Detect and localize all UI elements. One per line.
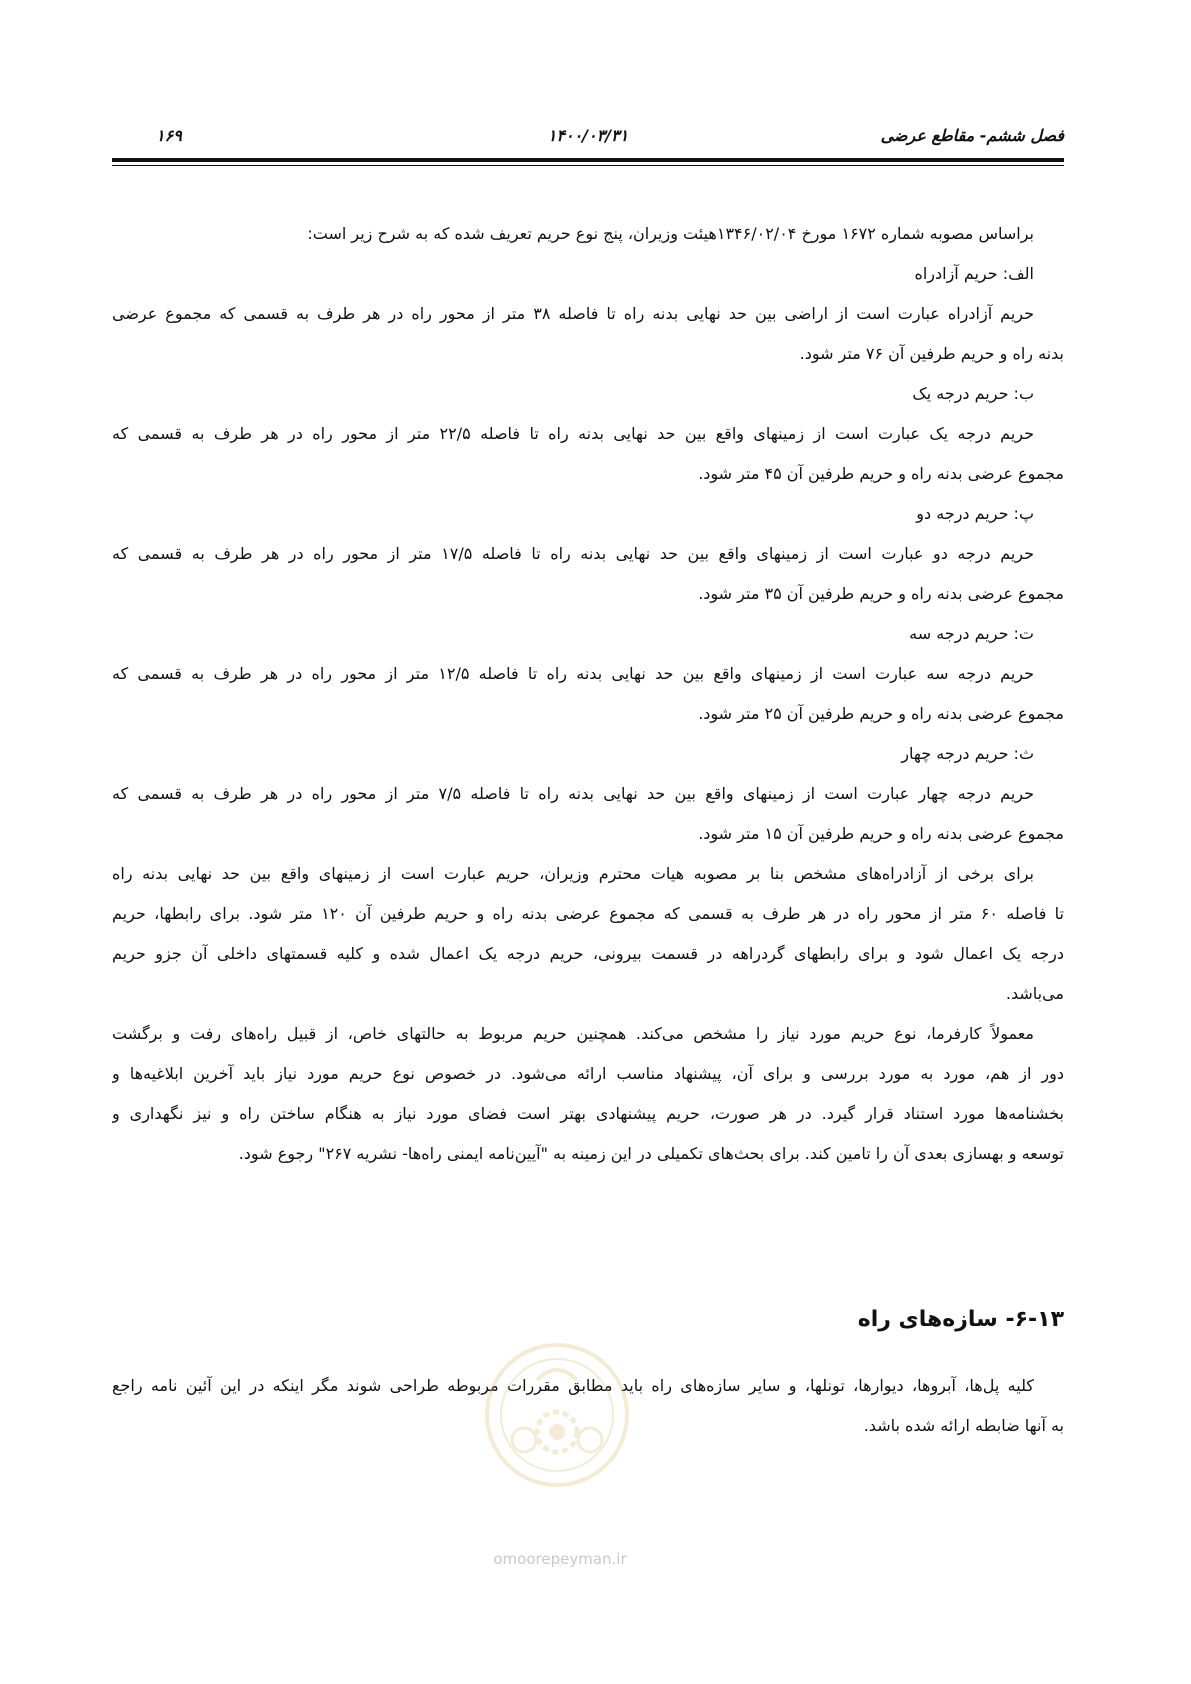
text-line: حریم درجه چهار عبارت است از زمینهای واقع بین حد نهایی بدنه راه تا فاصله ۷/۵ متر از محور راه در هر طرف به قسمی که (112, 784, 1035, 803)
text-line: مجموع عرضی بدنه راه و حریم طرفین آن ۴۵ متر شود. (698, 464, 1064, 483)
text-line: مجموع عرضی بدنه راه و حریم طرفین آن ۲۵ متر شود. (698, 704, 1064, 723)
text-line: می‌باشد. (1005, 984, 1064, 1003)
subheading-grade-two: پ: حریم درجه دو (916, 504, 1034, 523)
header-rule-thick (112, 158, 1064, 162)
page-header (112, 126, 1064, 152)
text-line: بخشنامه‌ها مورد استناد قرار گیرد. در هر صورت، حریم پیشنهادی بهتر است فضای مورد نیاز به هنگام ساختن راه و نیز نگهداری و (112, 1104, 1064, 1123)
section-heading: ۶-۱۳- سازه‌های راه (857, 1307, 1064, 1332)
text-line: توسعه و بهسازی بعدی آن را تامین کند. برای بحث‌های تکمیلی در این زمینه به "آیین‌نامه ایمنی راه‌ها- نشریه ۲۶۷" رجوع شود. (238, 1144, 1064, 1163)
watermark-seal-icon (482, 1340, 632, 1490)
text-line: معمولاً کارفرما، نوع حریم مورد نیاز را مشخص می‌کند. همچنین حریم مربوط به حالتهای خاص، از قبیل راه‌های رفت و برگشت (112, 1024, 1034, 1043)
watermark-text: omoorepeyman.ir (493, 1550, 627, 1568)
text-line: مجموع عرضی بدنه راه و حریم طرفین آن ۳۵ متر شود. (698, 584, 1064, 603)
text-line: به آنها ضابطه ارائه شده باشد. (863, 1416, 1064, 1435)
text-line: حریم درجه یک عبارت است از زمینهای واقع بین حد نهایی بدنه راه تا فاصله ۲۲/۵ متر از محور راه در هر طرف به قسمی که (112, 424, 1035, 443)
text-line: بدنه راه و حریم طرفین آن ۷۶ متر شود. (799, 344, 1064, 363)
header-date: ۱۴۰۰/۰۳/۳۱ (547, 126, 629, 145)
text-line: برای برخی از آزادراه‌های مشخص بنا بر مصوبه هیات محترم وزیران، حریم عبارت است از زمینهای واقع بین حد نهایی بدنه راه (112, 864, 1034, 883)
subheading-grade-four: ث: حریم درجه چهار (901, 744, 1034, 763)
subheading-grade-three: ت: حریم درجه سه (909, 624, 1034, 643)
text-line: حریم درجه دو عبارت است از زمینهای واقع بین حد نهایی بدنه راه تا فاصله ۱۷/۵ متر از محور راه در هر طرف به قسمی که (112, 544, 1035, 563)
text-line: درجه یک اعمال شود و برای رابطهای گردراهه در قسمت بیرونی، حریم درجه یک اعمال شده و کلیه قسمتهای داخلی آن جزو حریم (112, 944, 1064, 963)
text-line: دور از هم، مورد به مورد بررسی و برای آن، پیشنهاد مناسب ارائه می‌شود. در خصوص نوع حریم مورد نیاز باید آخرین ابلاغیه‌ها و (112, 1064, 1064, 1083)
header-rule-thin (112, 165, 1064, 166)
body-text (112, 214, 1064, 1174)
page-number: ۱۶۹ (156, 126, 182, 145)
text-line: تا فاصله ۶۰ متر از محور راه در هر طرف به قسمی که مجموع عرضی بدنه راه و حریم طرفین آن ۱۲۰ متر شود. برای رابطها، حریم (112, 904, 1064, 923)
text-line: مجموع عرضی بدنه راه و حریم طرفین آن ۱۵ متر شود. (698, 824, 1064, 843)
text-line: کلیه پل‌ها، آبروها، دیوارها، تونلها، و سایر سازه‌های راه باید مطابق مقررات مربوطه طراحی شوند مگر اینکه در این آئین نامه راجع (112, 1376, 1034, 1395)
text-line: حریم آزادراه عبارت است از اراضی بین حد نهایی بدنه راه تا فاصله ۳۸ متر از محور راه در هر طرف به قسمی که مجموع عرضی (112, 304, 1034, 323)
chapter-title: فصل ششم- مقاطع عرضی (880, 126, 1064, 145)
text-line: براساس مصوبه شماره ۱۶۷۲ مورخ ۱۳۴۶/۰۲/۰۴هیئت وزیران، پنج نوع حریم تعریف شده که به شرح زیر است: (307, 224, 1034, 243)
subheading-freeway: الف: حریم آزادراه (914, 264, 1034, 283)
text-line: حریم درجه سه عبارت است از زمینهای واقع بین حد نهایی بدنه راه تا فاصله ۱۲/۵ متر از محور راه در هر طرف به قسمی که (112, 664, 1035, 683)
subheading-grade-one: ب: حریم درجه یک (912, 384, 1034, 403)
